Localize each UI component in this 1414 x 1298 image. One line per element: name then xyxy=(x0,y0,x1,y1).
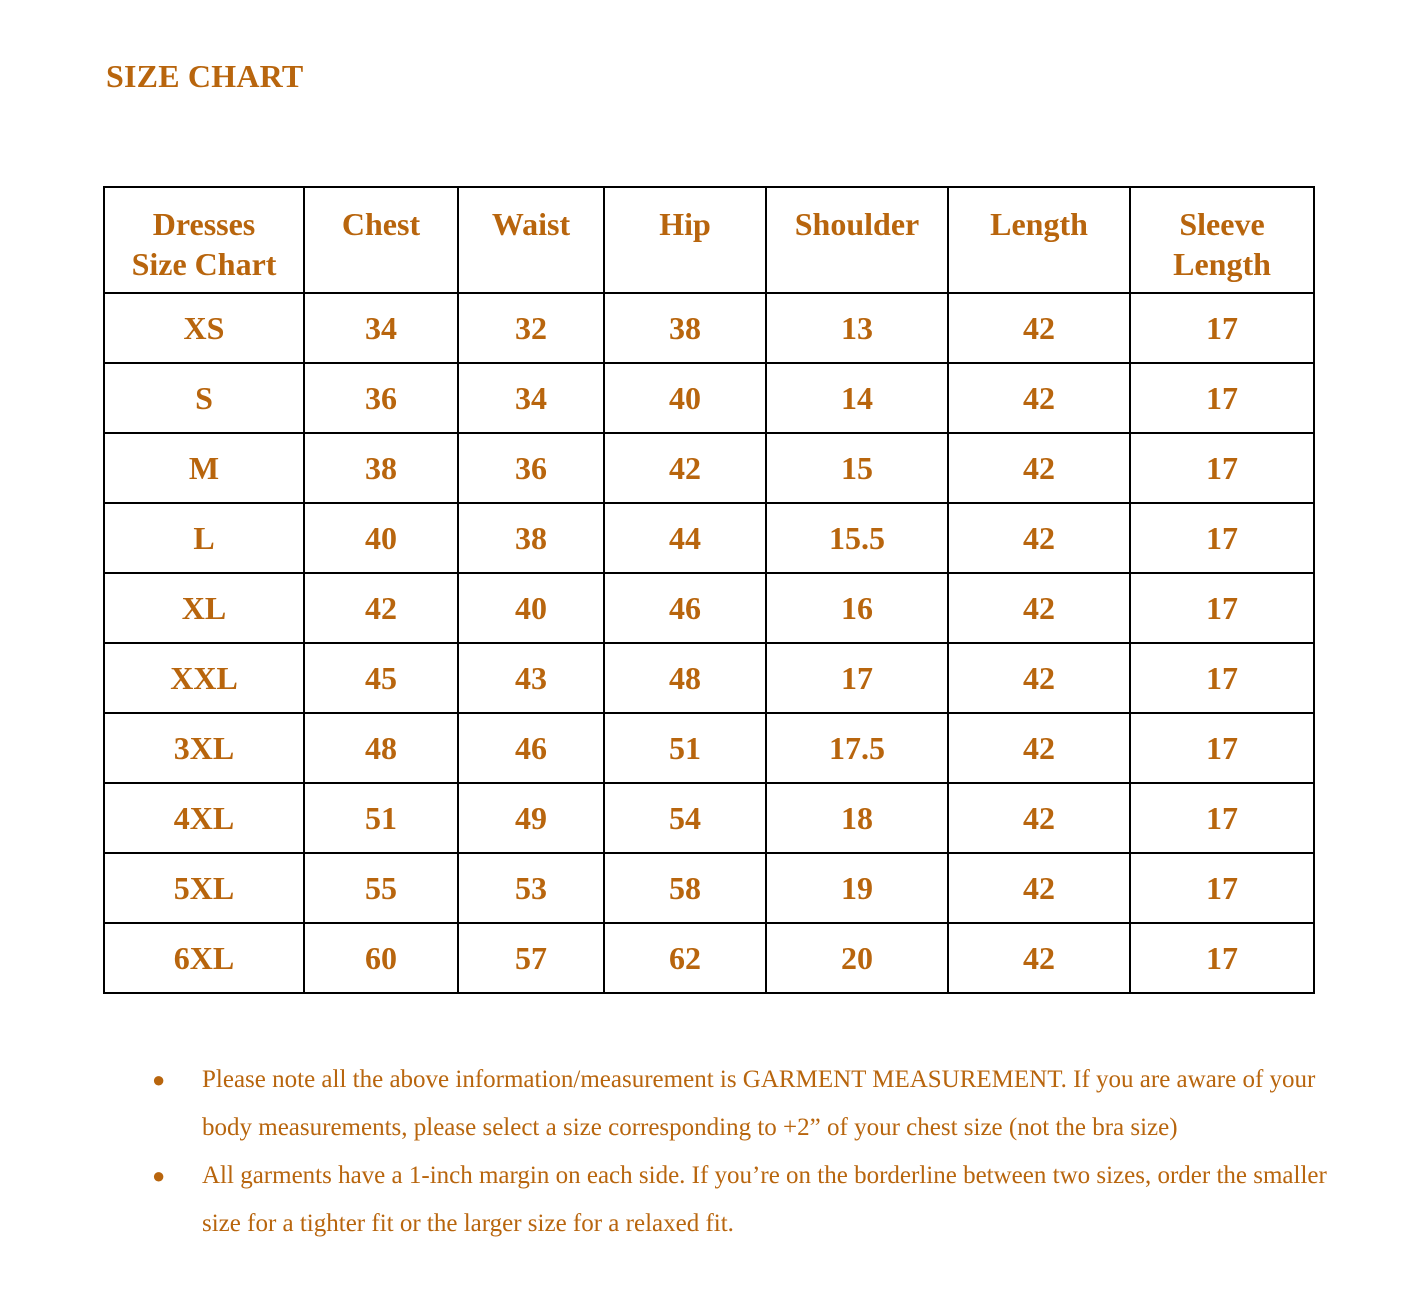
table-row xyxy=(104,573,1314,643)
cell-sleeve-length: 17 xyxy=(1130,713,1314,783)
cell-length: 42 xyxy=(948,573,1130,643)
table-row xyxy=(104,433,1314,503)
cell-length: 42 xyxy=(948,783,1130,853)
cell-shoulder: 20 xyxy=(766,923,948,993)
cell-length: 42 xyxy=(948,433,1130,503)
cell-sleeve-length: 17 xyxy=(1130,293,1314,363)
cell-hip: 44 xyxy=(604,503,766,573)
bullet-icon: ● xyxy=(152,1163,166,1188)
table-row xyxy=(104,923,1314,993)
cell-size: L xyxy=(104,503,304,573)
cell-size: 5XL xyxy=(104,853,304,923)
cell-hip: 54 xyxy=(604,783,766,853)
cell-size: 4XL xyxy=(104,783,304,853)
header-chest: Chest xyxy=(304,187,458,293)
note-text: All garments have a 1-inch margin on each side. If you’re on the borderline between two sizes, order the smaller size for a tighter fit or the larger size for a relaxed fit. xyxy=(202,1162,1327,1237)
cell-chest: 38 xyxy=(304,433,458,503)
cell-sleeve-length: 17 xyxy=(1130,363,1314,433)
cell-chest: 40 xyxy=(304,503,458,573)
cell-size: M xyxy=(104,433,304,503)
header-waist: Waist xyxy=(458,187,604,293)
cell-size: S xyxy=(104,363,304,433)
cell-chest: 48 xyxy=(304,713,458,783)
table-row xyxy=(104,363,1314,433)
cell-sleeve-length: 17 xyxy=(1130,643,1314,713)
cell-size: XS xyxy=(104,293,304,363)
cell-waist: 49 xyxy=(458,783,604,853)
cell-hip: 58 xyxy=(604,853,766,923)
cell-length: 42 xyxy=(948,853,1130,923)
cell-hip: 48 xyxy=(604,643,766,713)
cell-length: 42 xyxy=(948,503,1130,573)
cell-length: 42 xyxy=(948,293,1130,363)
cell-chest: 60 xyxy=(304,923,458,993)
cell-chest: 34 xyxy=(304,293,458,363)
cell-sleeve-length: 17 xyxy=(1130,503,1314,573)
cell-sleeve-length: 17 xyxy=(1130,783,1314,853)
cell-chest: 51 xyxy=(304,783,458,853)
table-header-row xyxy=(104,187,1314,293)
cell-sleeve-length: 17 xyxy=(1130,853,1314,923)
cell-chest: 42 xyxy=(304,573,458,643)
cell-sleeve-length: 17 xyxy=(1130,923,1314,993)
cell-waist: 43 xyxy=(458,643,604,713)
cell-waist: 57 xyxy=(458,923,604,993)
cell-shoulder: 16 xyxy=(766,573,948,643)
cell-hip: 42 xyxy=(604,433,766,503)
cell-length: 42 xyxy=(948,713,1130,783)
cell-shoulder: 14 xyxy=(766,363,948,433)
cell-size: XXL xyxy=(104,643,304,713)
cell-hip: 46 xyxy=(604,573,766,643)
header-sleeve-length: Sleeve Length xyxy=(1130,187,1314,293)
cell-chest: 55 xyxy=(304,853,458,923)
cell-waist: 32 xyxy=(458,293,604,363)
page-title: SIZE CHART xyxy=(106,58,304,94)
cell-shoulder: 13 xyxy=(766,293,948,363)
cell-size: 6XL xyxy=(104,923,304,993)
cell-waist: 46 xyxy=(458,713,604,783)
cell-size: 3XL xyxy=(104,713,304,783)
header-size-chart: Dresses Size Chart xyxy=(104,187,304,293)
note-item xyxy=(150,1056,1350,1152)
cell-hip: 51 xyxy=(604,713,766,783)
table-row xyxy=(104,783,1314,853)
cell-shoulder: 17 xyxy=(766,643,948,713)
cell-shoulder: 18 xyxy=(766,783,948,853)
note-item xyxy=(150,1152,1350,1248)
cell-hip: 40 xyxy=(604,363,766,433)
cell-shoulder: 15 xyxy=(766,433,948,503)
cell-chest: 45 xyxy=(304,643,458,713)
table-row xyxy=(104,503,1314,573)
cell-waist: 38 xyxy=(458,503,604,573)
cell-shoulder: 15.5 xyxy=(766,503,948,573)
cell-sleeve-length: 17 xyxy=(1130,433,1314,503)
cell-hip: 62 xyxy=(604,923,766,993)
cell-length: 42 xyxy=(948,643,1130,713)
cell-waist: 40 xyxy=(458,573,604,643)
cell-shoulder: 19 xyxy=(766,853,948,923)
table-row xyxy=(104,713,1314,783)
cell-chest: 36 xyxy=(304,363,458,433)
table-row xyxy=(104,293,1314,363)
notes-list xyxy=(150,1056,1350,1248)
table-row xyxy=(104,853,1314,923)
cell-size: XL xyxy=(104,573,304,643)
header-length: Length xyxy=(948,187,1130,293)
cell-waist: 34 xyxy=(458,363,604,433)
bullet-icon: ● xyxy=(152,1067,166,1092)
cell-length: 42 xyxy=(948,923,1130,993)
size-chart-table xyxy=(103,186,1315,994)
cell-length: 42 xyxy=(948,363,1130,433)
header-hip: Hip xyxy=(604,187,766,293)
cell-hip: 38 xyxy=(604,293,766,363)
cell-waist: 53 xyxy=(458,853,604,923)
cell-shoulder: 17.5 xyxy=(766,713,948,783)
table-row xyxy=(104,643,1314,713)
header-shoulder: Shoulder xyxy=(766,187,948,293)
note-text: Please note all the above information/measurement is GARMENT MEASUREMENT. If you are aware of your body measurements, please select a size corresponding to +2” of your chest size (not the bra size) xyxy=(202,1066,1316,1141)
cell-waist: 36 xyxy=(458,433,604,503)
cell-sleeve-length: 17 xyxy=(1130,573,1314,643)
